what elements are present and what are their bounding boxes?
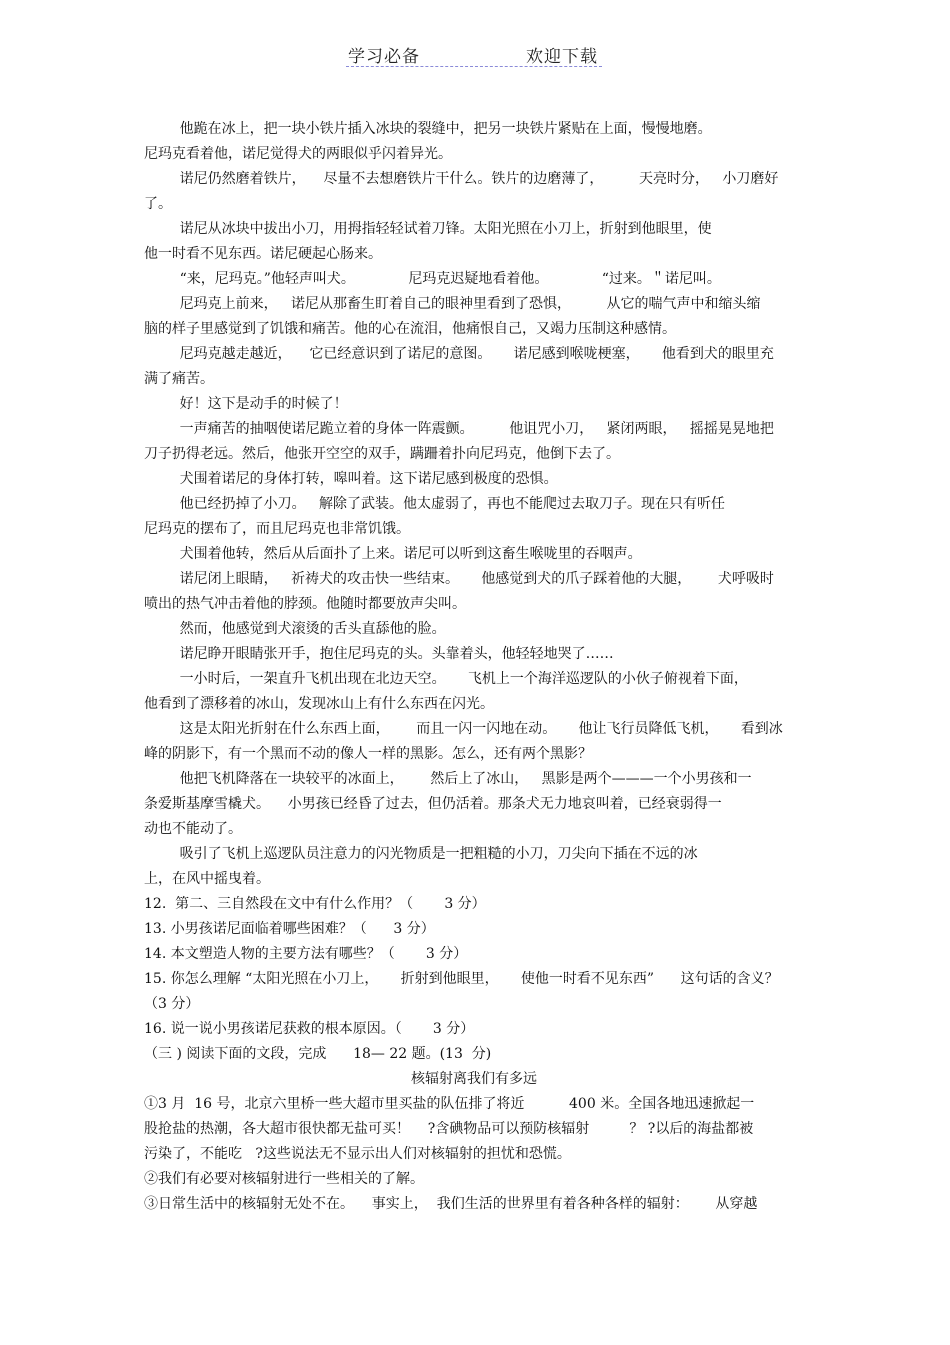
- text-line: “来，尼玛克。”他轻声叫犬。 尼玛克迟疑地看着他。 “过来。＂诺尼叫。: [144, 271, 721, 287]
- text-line: 动也不能动了。: [144, 821, 242, 837]
- text-line: ③日常生活中的核辐射无处不在。 事实上， 我们生活的世界里有着各种各样的辐射： 从穿越: [144, 1196, 758, 1212]
- text-line: 他跪在冰上，把一块小铁片插入冰块的裂缝中，把另一块铁片紧贴在上面，慢慢地磨。: [144, 121, 712, 137]
- question-14: 14. 本文塑造人物的主要方法有哪些？（ 3 分）: [144, 946, 468, 962]
- text-line: 诺尼睁开眼睛张开手，抱住尼玛克的头。头靠着头，他轻轻地哭了……: [144, 646, 614, 662]
- section-heading: （三 ) 阅读下面的文段，完成 18— 22 题。(13 分): [144, 1046, 492, 1062]
- question-16: 16. 说一说小男孩诺尼获救的根本原因。（ 3 分）: [144, 1021, 475, 1037]
- text-line: 他已经扔掉了小刀。 解除了武装。他太虚弱了，再也不能爬过去取刀子。现在只有听任: [144, 496, 725, 512]
- text-line: 他把飞机降落在一块较平的冰面上， 然后上了冰山， 黑影是两个———一个小男孩和一: [144, 771, 752, 787]
- text-line: 犬围着诺尼的身体打转，嗥叫着。这下诺尼感到极度的恐惧。: [144, 471, 558, 487]
- text-line: 喷出的热气冲击着他的脖颈。他随时都要放声尖叫。: [144, 596, 466, 612]
- text-line: 他一时看不见东西。诺尼硬起心肠来。: [144, 246, 382, 262]
- article-title: 核辐射离我们有多远: [411, 1071, 537, 1087]
- text-line: 吸引了飞机上巡逻队员注意力的闪光物质是一把粗糙的小刀，刀尖向下插在不远的冰: [144, 846, 698, 862]
- text-line: 股抢盐的热潮，各大超市很快都无盐可买！ ?含碘物品可以预防核辐射 ？ ?以后的海盐都被: [144, 1121, 754, 1137]
- text-line: 诺尼仍然磨着铁片， 尽量不去想磨铁片干什么。铁片的边磨薄了， 天亮时分， 小刀磨好: [144, 171, 779, 187]
- text-line: 刀子扔得老远。然后，他张开空空的双手，蹒跚着扑向尼玛克，他倒下去了。: [144, 446, 620, 462]
- text-line: 了。: [144, 196, 172, 212]
- text-line: 一小时后，一架直升飞机出现在北边天空。 飞机上一个海洋巡逻队的小伙子俯视着下面，: [144, 671, 748, 687]
- text-line: 诺尼闭上眼睛， 祈祷犬的攻击快一些结束。 他感觉到犬的爪子踩着他的大腿， 犬呼吸时: [144, 571, 774, 587]
- header-left-text: 学习必备: [348, 47, 420, 67]
- text-line: 尼玛克越走越近， 它已经意识到了诺尼的意图。 诺尼感到喉咙梗塞， 他看到犬的眼里充: [144, 346, 774, 362]
- text-line: 尼玛克的摆布了，而且尼玛克也非常饥饿。: [144, 521, 410, 537]
- text-line: 峰的阴影下，有一个黑而不动的像人一样的黑影。怎么，还有两个黑影？: [144, 746, 592, 762]
- text-line: 上，在风中摇曳着。: [144, 871, 270, 887]
- question-15-points: （3 分）: [144, 996, 200, 1012]
- text-line: 一声痛苦的抽咽使诺尼跪立着的身体一阵震颤。 他诅咒小刀， 紧闭两眼， 摇摇晃晃地把: [144, 421, 774, 437]
- text-line: 满了痛苦。: [144, 371, 214, 387]
- text-line: 尼玛克上前来， 诺尼从那畜生盯着自己的眼神里看到了恐惧， 从它的喘气声中和缩头缩: [144, 296, 761, 312]
- text-line: ②我们有必要对核辐射进行一些相关的了解。: [144, 1171, 424, 1187]
- text-line: 污染了，不能吃 ?这些说法无不显示出人们对核辐射的担忧和恐慌。: [144, 1146, 571, 1162]
- text-line: 他看到了漂移着的冰山，发现冰山上有什么东西在闪光。: [144, 696, 494, 712]
- question-12: 12. 第二、三自然段在文中有什么作用？（ 3 分）: [144, 896, 486, 912]
- text-line: 尼玛克看着他，诺尼觉得犬的两眼似乎闪着异光。: [144, 146, 452, 162]
- question-13: 13. 小男孩诺尼面临着哪些困难？（ 3 分）: [144, 921, 435, 937]
- text-line: 犬围着他转，然后从后面扑了上来。诺尼可以听到这畜生喉咙里的吞咽声。: [144, 546, 642, 562]
- document-body: [144, 117, 804, 1217]
- text-line: ①3 月 16 号，北京六里桥一些大超市里买盐的队伍排了将近 400 米。全国各地迅速掀起一: [144, 1096, 755, 1112]
- text-line: 好！这下是动手的时候了！: [144, 396, 348, 412]
- text-line: 脑的样子里感觉到了饥饿和痛苦。他的心在流泪，他痛恨自己，又竭力压制这种感情。: [144, 321, 676, 337]
- question-15: 15. 你怎么理解 “太阳光照在小刀上， 折射到他眼里， 使他一时看不见东西” 这句话的含义？: [144, 971, 779, 987]
- page-header: [346, 40, 602, 67]
- text-line: 诺尼从冰块中拔出小刀，用拇指轻轻试着刀锋。太阳光照在小刀上，折射到他眼里，使: [144, 221, 712, 237]
- text-line: 条爱斯基摩雪橇犬。 小男孩已经昏了过去，但仍活着。那条犬无力地哀叫着，已经衰弱得一: [144, 796, 722, 812]
- text-line: 然而，他感觉到犬滚烫的舌头直舔他的脸。: [144, 621, 446, 637]
- text-line: 这是太阳光折射在什么东西上面， 而且一闪一闪地在动。 他让飞行员降低飞机， 看到冰: [144, 721, 783, 737]
- header-right-text: 欢迎下载: [526, 47, 598, 67]
